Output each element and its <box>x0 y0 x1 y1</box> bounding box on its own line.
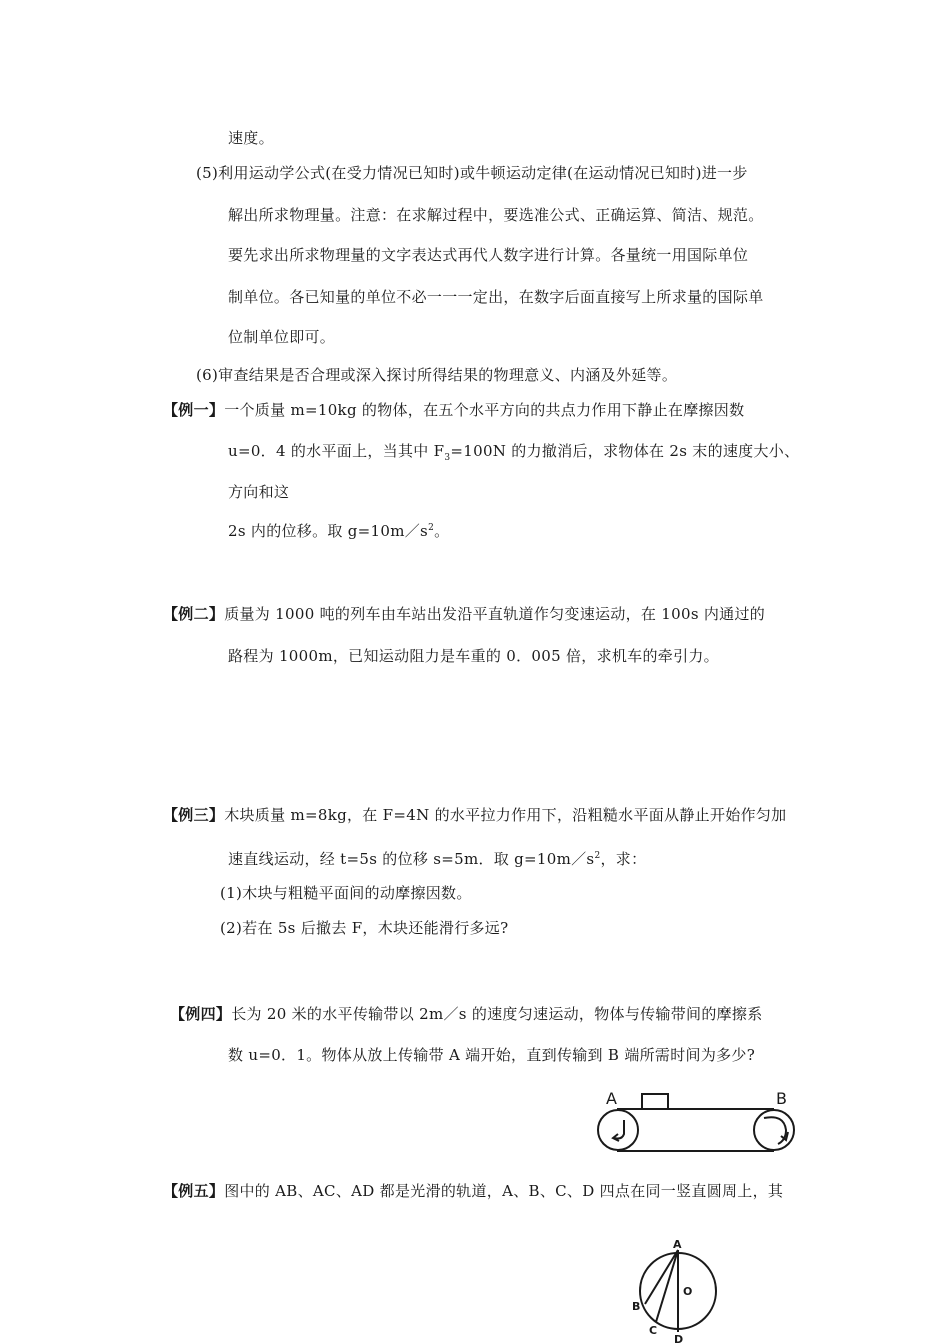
example-1-text: 一个质量 m=10kg 的物体，在五个水平方向的共点力作用下静止在摩擦因数 <box>224 401 745 419</box>
step-5: (5)利用运动学公式(在受力情况已知时)或牛顿运动定律(在运动情况已知时)进一步 <box>196 164 748 182</box>
track-ab <box>645 1250 678 1304</box>
text-line: 位制单位即可。 <box>228 328 336 346</box>
label-a: A <box>606 1089 617 1108</box>
text-span: 速直线运动，经 t=5s 的位移 s=5m．取 g=10m／s <box>228 850 595 868</box>
text-line: 数 u=0．1。物体从放上传输带 A 端开始，直到传输到 B 端所需时间为多少? <box>228 1046 756 1064</box>
block <box>642 1094 668 1109</box>
example-5-tag: 【例五】 <box>163 1182 225 1200</box>
conveyor-belt-figure <box>592 1086 804 1156</box>
text-line <box>228 846 646 869</box>
text-line: 方向和这 <box>228 483 290 501</box>
text-line: 制单位。各已知量的单位不必一一一定出，在数字后面直接写上所求量的国际单 <box>228 288 764 306</box>
step-6: (6)审查结果是否合理或深入探讨所得结果的物理意义、内涵及外延等。 <box>196 366 678 384</box>
example-4-text: 长为 20 米的水平传输带以 2m／s 的速度匀速运动，物体与传输带间的摩擦系 <box>231 1005 763 1023</box>
subscript: 3 <box>444 453 451 463</box>
label-b: B <box>632 1300 641 1313</box>
example-5-line <box>163 1181 783 1201</box>
example-2-line <box>163 604 765 624</box>
rotation-arrow-right <box>764 1117 786 1144</box>
superscript: 2 <box>428 523 435 533</box>
text-line: 路程为 1000m，已知运动阻力是车重的 0．005 倍，求机车的牵引力。 <box>228 647 719 665</box>
label-c: C <box>649 1324 658 1337</box>
label-b: B <box>776 1089 787 1108</box>
text-span: u=0．4 的水平面上，当其中 F <box>228 442 445 460</box>
pulley-right <box>754 1110 794 1150</box>
label-d: D <box>674 1333 684 1344</box>
text-span: =100N 的力撤消后，求物体在 2s 末的速度大小、 <box>450 442 800 460</box>
text-span: 2s 内的位移。取 g=10m／s <box>228 522 429 540</box>
example-3-text: 木块质量 m=8kg，在 F=4N 的水平拉力作用下，沿粗糙水平面从静止开始作匀加 <box>224 806 787 824</box>
example-2-text: 质量为 1000 吨的列车由车站出发沿平直轨道作匀变速运动，在 100s 内通过的 <box>224 605 766 623</box>
label-a: A <box>673 1238 682 1251</box>
track-ac <box>656 1250 678 1322</box>
text-line: 要先求出所求物理量的文字表达式再代人数字进行计算。各量统一用国际单位 <box>228 246 749 264</box>
example-2-tag: 【例二】 <box>163 605 225 623</box>
text-line: 解出所求物理量。注意：在求解过程中，要选准公式、正确运算、简洁、规范。 <box>228 206 764 224</box>
example-1-line <box>163 400 744 420</box>
circle-track-figure <box>628 1236 724 1344</box>
text-span: ，求： <box>600 850 647 868</box>
text-line: 速度。 <box>228 129 274 147</box>
text-span: 。 <box>434 522 450 540</box>
text-line <box>228 441 799 468</box>
text-line <box>228 518 449 541</box>
example-4-line <box>170 1004 763 1024</box>
example-3-tag: 【例三】 <box>163 806 225 824</box>
question-1: (1)木块与粗糙平面间的动摩擦因数。 <box>220 884 472 902</box>
superscript: 2 <box>594 851 601 861</box>
example-5-text: 图中的 AB、AC、AD 都是光滑的轨道，A、B、C、D 四点在同一竖直圆周上，其 <box>224 1182 784 1200</box>
pulley-left <box>598 1110 638 1150</box>
example-1-tag: 【例一】 <box>163 401 225 419</box>
question-2: (2)若在 5s 后撤去 F，木块还能滑行多远? <box>220 919 509 937</box>
label-o: O <box>683 1285 693 1298</box>
example-4-tag: 【例四】 <box>170 1005 232 1023</box>
example-3-line <box>163 805 786 825</box>
